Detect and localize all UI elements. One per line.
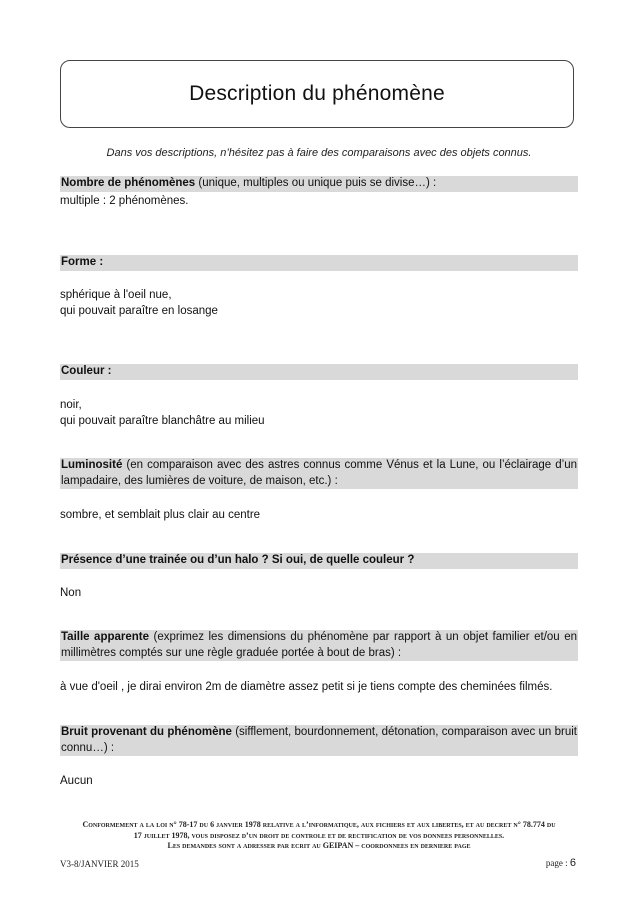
legal-line: Les demandes sont a adresser par ecrit au GEIPAN – coordonnees en derniere page xyxy=(167,841,471,850)
page-label: page : xyxy=(545,858,568,868)
legal-line: 17 juillet 1978, vous disposez d’un droit de controle et de rectification de vos donnees personnelles. xyxy=(133,830,505,840)
section-label-rest: (exprimez les dimensions du phénomène par rapport à un objet familier et/ou en millimètres comptés sur une règle graduée portée à bout de bras) : xyxy=(61,631,577,659)
answer-line: à vue d'oeil , je dirai environ 2m de diamètre assez petit si je tiens compte des cheminées filmés. xyxy=(60,681,553,693)
answer-color xyxy=(60,397,578,429)
footer-legal-notice xyxy=(60,820,578,852)
section-label-bold: Luminosité xyxy=(61,459,123,471)
section-label-bold: Couleur : xyxy=(61,365,112,377)
intro-text: Dans vos descriptions, n’hésitez pas à faire des comparaisons avec des objets connus. xyxy=(106,147,532,159)
answer-line: qui pouvait paraître blanchâtre au milieu xyxy=(60,415,265,427)
answer-shape xyxy=(60,287,578,319)
answer-line: qui pouvait paraître en losange xyxy=(60,305,218,317)
answer-line: Non xyxy=(60,587,82,599)
section-label-rest: (unique, multiples ou unique puis se divise…) : xyxy=(195,177,437,189)
answer-line: multiple : 2 phénomènes. xyxy=(60,195,189,207)
section-header-color xyxy=(60,364,578,380)
legal-line: Conformement a la loi n° 78-17 du 6 janvier 1978 relative a l’informatique, aux fichiers et aux libertes, et au decret n° 78.774 du xyxy=(82,820,556,829)
answer-count xyxy=(60,193,578,209)
answer-luminosity xyxy=(60,507,578,523)
answer-noise xyxy=(60,773,578,789)
section-header-shape xyxy=(60,255,578,271)
answer-line: sombre, et semblait plus clair au centre xyxy=(60,509,261,521)
section-label-rest: (sifflement, bourdonnement, détonation, comparaison avec un bruit connu…) : xyxy=(61,726,577,754)
footer-page xyxy=(546,857,576,869)
section-header-size xyxy=(60,630,578,661)
section-label-rest: (en comparaison avec des astres connus comme Vénus et la Lune, ou l’éclairage d’un lampadaire, des lumières de voiture, de maison, etc.) : xyxy=(61,459,577,487)
section-label-bold: Bruit provenant du phénomène xyxy=(61,726,232,738)
section-header-count xyxy=(60,176,578,192)
title-box xyxy=(60,60,574,128)
section-header-trail xyxy=(60,553,578,569)
section-label-bold: Forme : xyxy=(61,256,104,268)
answer-line: noir, xyxy=(60,399,82,411)
section-header-noise xyxy=(60,725,578,756)
answer-size xyxy=(60,679,578,695)
section-label-bold: Présence d’une trainée ou d’un halo ? Si oui, de quelle couleur ? xyxy=(61,554,415,566)
section-label-bold: Taille apparente xyxy=(61,631,150,643)
page-number: 6 xyxy=(569,857,576,869)
section-label-bold: Nombre de phénomènes xyxy=(61,177,196,189)
section-header-luminosity xyxy=(60,458,578,489)
footer-version: V3-8/JANVIER 2015 xyxy=(60,859,139,869)
answer-line: sphérique à l'oeil nue, xyxy=(60,289,172,301)
answer-trail xyxy=(60,585,578,601)
answer-line: Aucun xyxy=(60,775,93,787)
page-title: Description du phénomène xyxy=(189,82,445,105)
